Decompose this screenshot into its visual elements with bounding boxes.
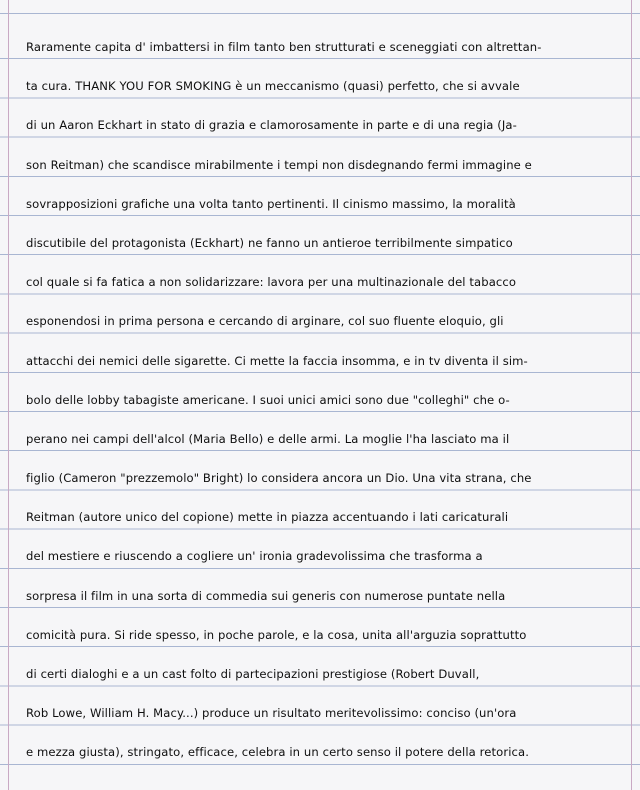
text-line: discutibile del protagonista (Eckhart) ne fanno un antieroe terribilmente simpatico <box>26 235 513 250</box>
text-line: sorpresa il film in una sorta di commedia sui generis con numerose puntate nella <box>26 588 506 603</box>
text-line: ta cura. THANK YOU FOR SMOKING è un meccanismo (quasi) perfetto, che si avvale <box>26 79 520 94</box>
text-line: attacchi dei nemici delle sigarette. Ci mette la faccia insomma, e in tv diventa il sim- <box>26 353 528 368</box>
text-line: Raramente capita d' imbattersi in film tanto ben strutturati e sceneggiati con altrettan- <box>26 40 542 54</box>
left-margin-line <box>8 0 9 790</box>
text-line: di certi dialoghi e a un cast folto di partecipazioni prestigiose (Robert Duvall, <box>26 667 480 681</box>
handwritten-text <box>26 40 632 785</box>
text-line: del mestiere e riuscendo a cogliere un' ironia gradevolissima che trasforma a <box>26 549 483 564</box>
text-line: bolo delle lobby tabagiste americane. I suoi unici amici sono due "colleghi" che o- <box>26 392 510 407</box>
text-line: Reitman (autore unico del copione) mette in piazza accentuando i lati caricaturali <box>26 510 509 525</box>
text-line: figlio (Cameron "prezzemolo" Bright) lo considera ancora un Dio. Una vita strana, che <box>26 471 532 486</box>
text-line: son Reitman) che scandisce mirabilmente i tempi non disdegnando fermi immagine e <box>26 157 532 172</box>
text-line: sovrapposizioni grafiche una volta tanto pertinenti. Il cinismo massimo, la moralità <box>26 196 516 211</box>
text-line: comicità pura. Si ride spesso, in poche parole, e la cosa, unita all'arguzia soprattutto <box>26 627 527 642</box>
text-line: di un Aaron Eckhart in stato di grazia e clamorosamente in parte e di una regia (Ja- <box>26 118 517 133</box>
text-line: esponendosi in prima persona e cercando di arginare, col suo fluente eloquio, gli <box>26 314 504 329</box>
text-line: col quale si fa fatica a non solidarizzare: lavora per una multinazionale del tabacco <box>26 275 517 290</box>
text-line: perano nei campi dell'alcol (Maria Bello) e delle armi. La moglie l'ha lasciato ma il <box>26 431 510 446</box>
text-line: Rob Lowe, William H. Macy...) produce un risultato meritevolissimo: conciso (un'ora <box>26 706 517 721</box>
text-line: e mezza giusta), stringato, efficace, celebra in un certo senso il potere della retorica. <box>26 745 529 760</box>
